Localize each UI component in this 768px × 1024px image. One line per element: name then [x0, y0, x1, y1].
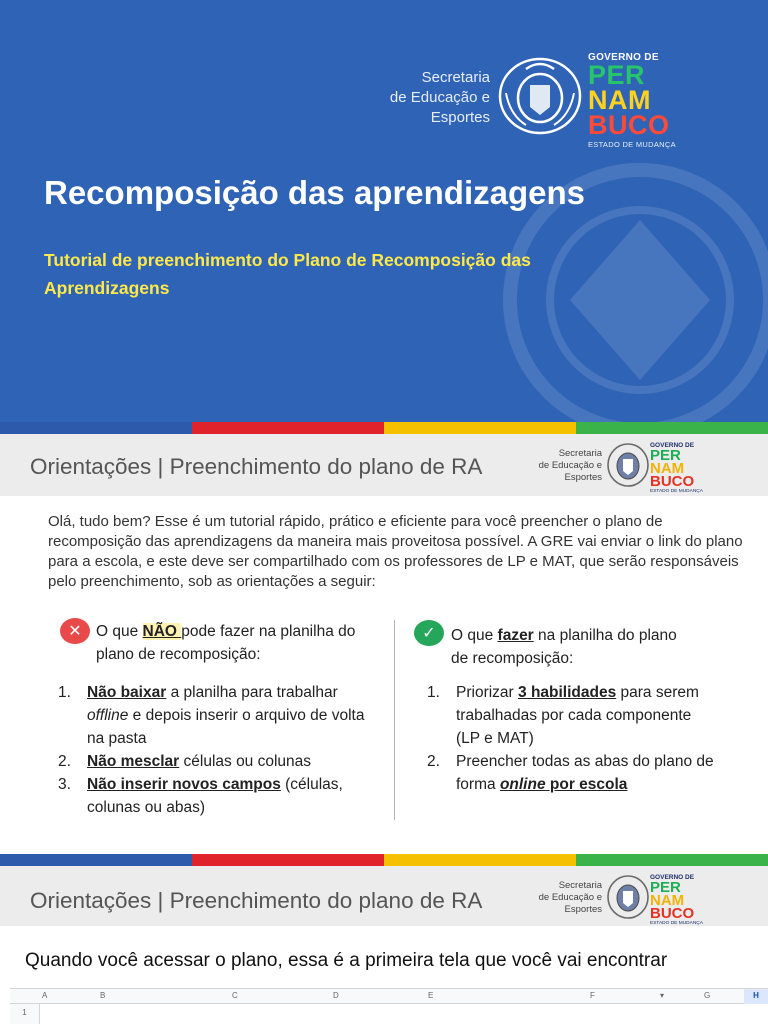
error-x-icon: ✕: [60, 618, 90, 644]
governo-pernambuco-logo: GOVERNO DE PER NAM BUCO ESTADO DE MUDANÇA: [588, 52, 676, 149]
column-header[interactable]: D: [333, 991, 339, 1000]
column-divider: [394, 620, 395, 820]
slide-header-title: Orientações | Preenchimento do plano de RA: [30, 888, 483, 913]
spreadsheet-preview: [10, 988, 768, 1024]
column-header[interactable]: E: [428, 991, 434, 1000]
check-icon: ✓: [414, 620, 444, 646]
do-list: [417, 681, 717, 796]
color-stripe: [0, 854, 768, 866]
instruction-text: Quando você acessar o plano, essa é a primeira tela que você vai encontrar: [25, 950, 668, 971]
list-item: 1. Não baixar a planilha para trabalhar offline e depois inserir o arquivo de volta na pasta: [58, 684, 365, 747]
brand-logos: [532, 440, 722, 492]
row-header[interactable]: 1: [10, 1004, 40, 1024]
list-item: 2. Preencher todas as abas do plano de forma online por escola: [427, 753, 714, 793]
slide-header-title: Orientações | Preenchimento do plano de RA: [30, 454, 483, 479]
chevron-down-icon[interactable]: ▾: [660, 991, 665, 1000]
list-item: 2. Não mesclar células ou colunas: [58, 753, 312, 770]
intro-paragraph: Olá, tudo bem? Esse é um tutorial rápido, prático e eficiente para você preencher o plano de recomposição das aprendizagens da maneira mais proveitosa possível. A GRE vai enviar o link do plano para a escola, e este deve ser compartilhado com os professores de LP e MAT, que serão responsáveis pelo preenchimento, sob as orientações a seguir:: [48, 513, 743, 590]
cover-slide: [0, 0, 768, 422]
spreadsheet-column-headers: [10, 989, 768, 1004]
color-stripe: [0, 422, 768, 434]
column-header[interactable]: A: [42, 991, 48, 1000]
secretaria-logo-text: Secretaria de Educação e Esportes: [538, 448, 602, 483]
secretaria-logo-text: Secretaria de Educação e Esportes: [538, 880, 602, 915]
secretaria-logo-text: Secretaria de Educação e Esportes: [389, 69, 490, 126]
do-heading: O que fazer na planilha do plano de recomposição:: [451, 627, 677, 667]
column-header[interactable]: C: [232, 991, 238, 1000]
list-item: 1. Priorizar 3 habilidades para serem trabalhadas por cada componente (LP e MAT): [427, 684, 699, 747]
list-item: 3. Não inserir novos campos (células, colunas ou abas): [58, 776, 343, 816]
brand-logos: [532, 872, 722, 924]
governo-pernambuco-logo: GOVERNO DE PER NAM BUCO ESTADO DE MUDANÇA: [650, 874, 703, 926]
column-header[interactable]: B: [100, 991, 106, 1000]
slide-header: [0, 434, 768, 496]
pernambuco-seal-icon: [606, 874, 650, 920]
column-header[interactable]: G: [704, 991, 711, 1000]
dont-heading: O que NÃO pode fazer na planilha do plano de recomposição:: [96, 623, 356, 663]
dont-list: [48, 681, 378, 819]
pernambuco-seal-icon: [606, 442, 650, 488]
page-title: Recomposição das aprendizagens: [44, 174, 586, 211]
column-header[interactable]: H: [744, 989, 768, 1004]
slide-header: [0, 866, 768, 926]
governo-pernambuco-logo: GOVERNO DE PER NAM BUCO ESTADO DE MUDANÇA: [650, 442, 703, 494]
page-subtitle: Tutorial de preenchimento do Plano de Recomposição das Aprendizagens: [44, 250, 531, 298]
column-header[interactable]: F: [590, 991, 595, 1000]
pernambuco-seal-icon: [496, 55, 584, 137]
